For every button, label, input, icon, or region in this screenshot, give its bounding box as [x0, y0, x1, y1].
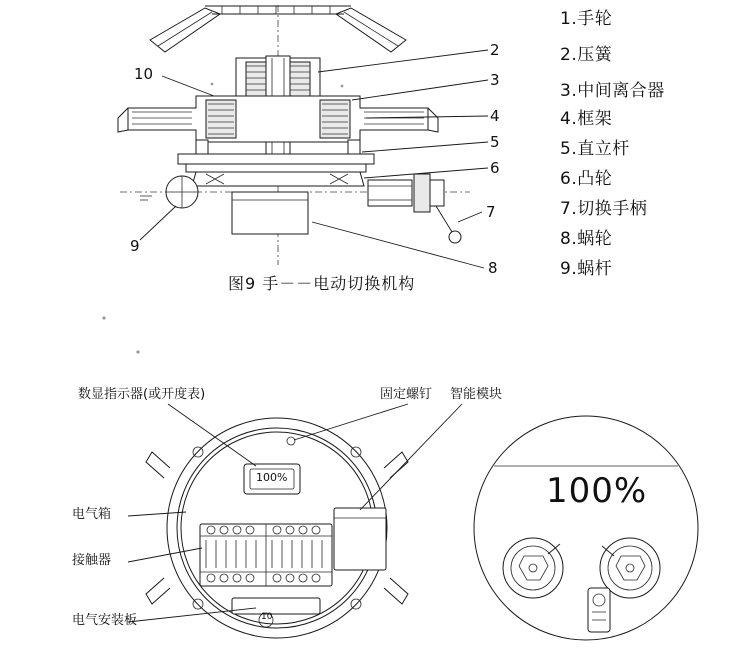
legend-item-3: 3.中间离合器 — [560, 81, 665, 101]
top-figure-drawing — [102, 5, 488, 354]
legend-item-9: 9.蜗杆 — [560, 259, 613, 279]
display-value-large: 100% — [546, 471, 648, 511]
callout-3: 3 — [490, 71, 500, 89]
bottom-figure-drawing — [128, 404, 698, 640]
label-electric-box: 电气箱 — [72, 507, 112, 522]
label-digital-indicator: 数显指示器(或开度表) — [78, 387, 206, 402]
legend-item-8: 8.蜗轮 — [560, 229, 613, 249]
callout-9: 9 — [130, 237, 140, 255]
callout-4: 4 — [490, 107, 500, 125]
figure-caption: 图9 手－－电动切换机构 — [228, 274, 416, 293]
callout-7: 7 — [486, 203, 496, 221]
legend-item-7: 7.切换手柄 — [560, 199, 648, 219]
label-mounting-plate: 电气安装板 — [72, 613, 138, 628]
callout-5: 5 — [490, 133, 500, 151]
knob-marker-label: 10 — [261, 612, 273, 622]
label-smart-module: 智能模块 — [450, 387, 503, 402]
label-fixing-screw: 固定螺钉 — [380, 387, 433, 402]
callout-10: 10 — [134, 65, 154, 83]
display-value-small: 100% — [256, 471, 288, 484]
label-contactor: 接触器 — [72, 553, 112, 568]
legend-item-1: 1.手轮 — [560, 9, 613, 29]
callout-2: 2 — [490, 41, 500, 59]
legend-item-6: 6.凸轮 — [560, 169, 613, 189]
callout-8: 8 — [488, 259, 498, 277]
legend-item-2: 2.压簧 — [560, 45, 613, 65]
legend-item-4: 4.框架 — [560, 109, 613, 129]
legend-item-5: 5.直立杆 — [560, 139, 630, 159]
callout-6: 6 — [490, 159, 500, 177]
